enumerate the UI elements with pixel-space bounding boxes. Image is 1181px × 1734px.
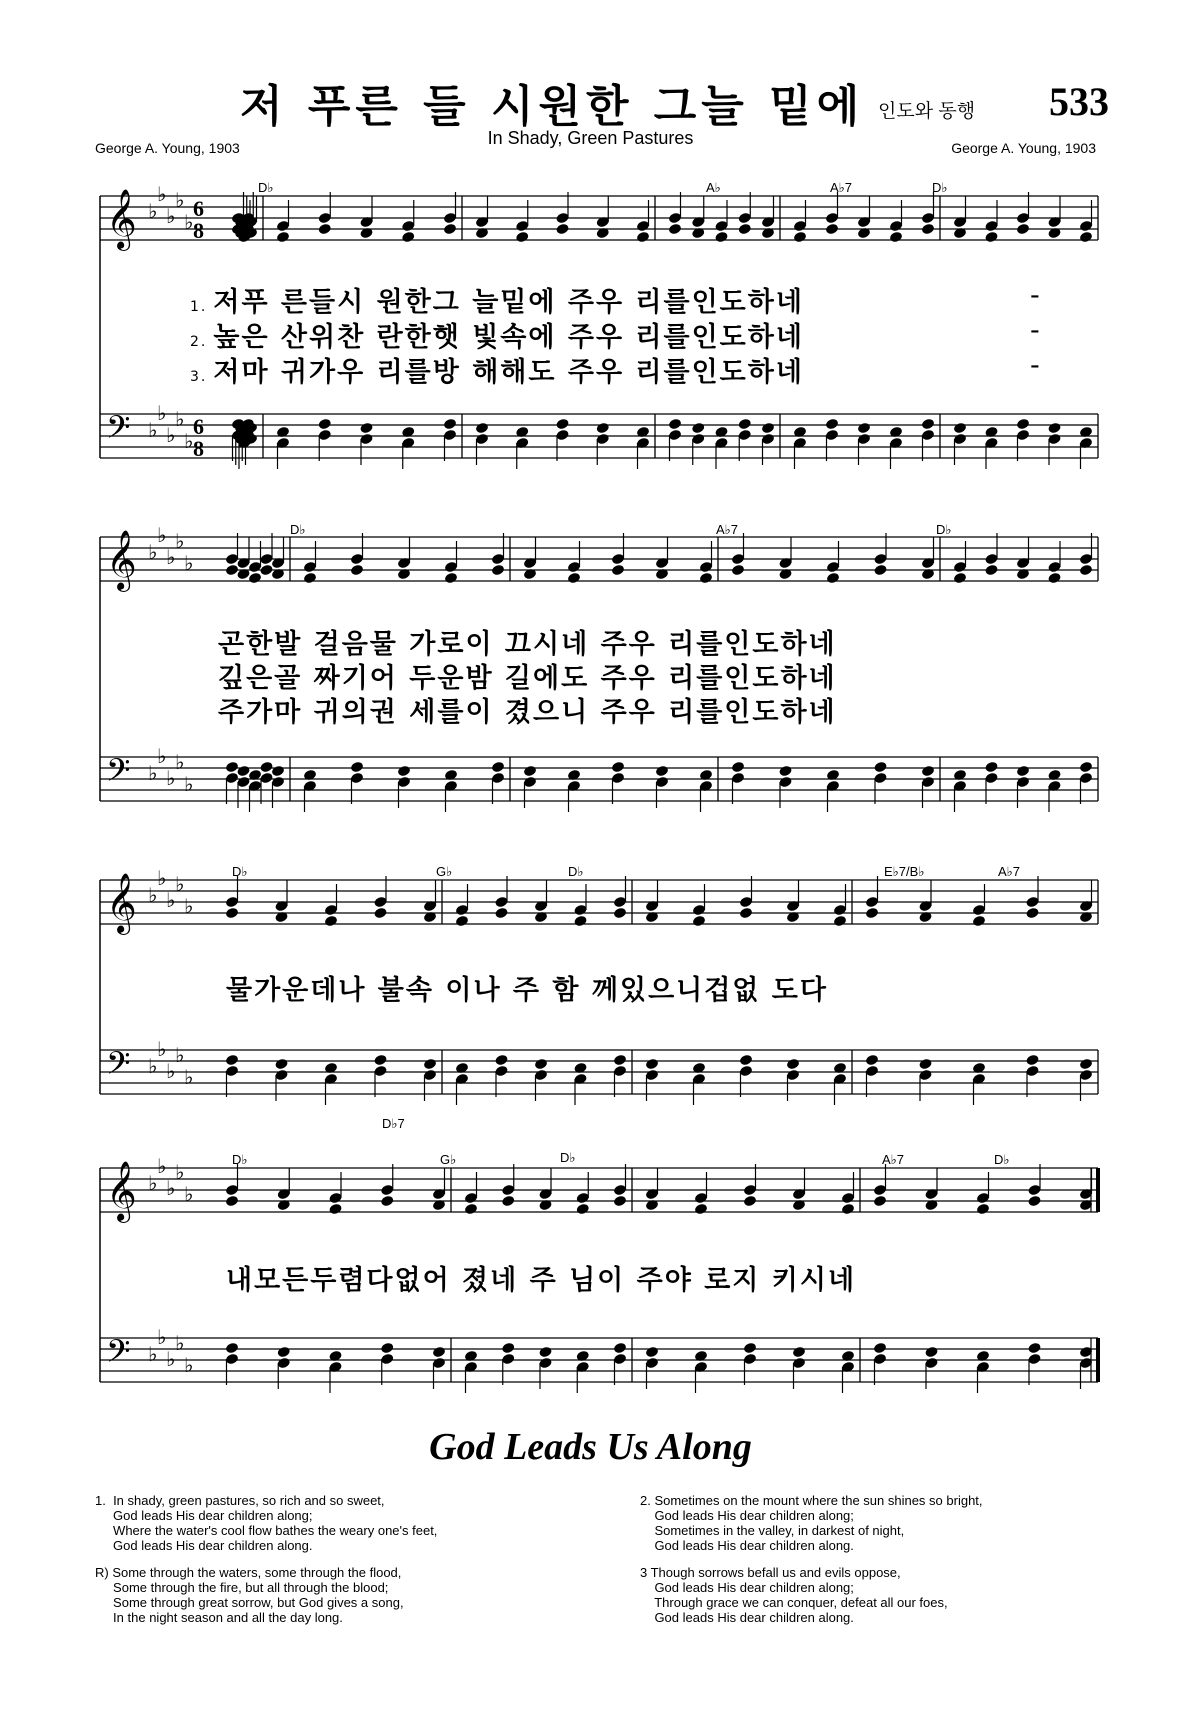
flat-icon: ♭ [184, 429, 194, 453]
note-head [833, 915, 847, 928]
flat-icon: ♭ [148, 540, 158, 564]
chord-symbol: A♭7 [716, 522, 739, 537]
lyric-line: 내모든두렴다없어 졌네 주 님이 주야 로지 키시네 [226, 1265, 857, 1296]
hymn-category: 인도와 동행 [878, 101, 976, 122]
chord-symbol: A♭ [706, 180, 721, 195]
note-head [318, 418, 332, 431]
bass-clef-icon: 𝄢 [106, 409, 131, 453]
note-head [825, 418, 839, 431]
note-head [1079, 231, 1093, 244]
note-head [464, 1203, 478, 1216]
note-head [567, 572, 581, 585]
note-head [259, 564, 273, 577]
flat-icon: ♭ [157, 1325, 167, 1349]
note-head [576, 1203, 590, 1216]
note-head [739, 907, 753, 920]
chord-symbol: D♭ [994, 1152, 1010, 1167]
lyric-line: 깊은골 짜기어 두운밤 길에도 주우 리를인도하네 [218, 663, 837, 694]
note-head [555, 223, 569, 236]
chord-symbol: D♭ [290, 522, 306, 537]
bass-clef-icon: 𝄢 [106, 752, 131, 796]
chord-symbol: D♭7 [382, 1116, 405, 1131]
flat-icon: ♭ [184, 894, 194, 918]
chord-symbol: G♭ [440, 1152, 457, 1167]
note-head [491, 564, 505, 577]
chord-symbol: D♭ [936, 522, 952, 537]
note-head [826, 572, 840, 585]
note-head [274, 1058, 288, 1071]
note-head [743, 1195, 757, 1208]
note-head [271, 765, 285, 778]
note-head [494, 907, 508, 920]
lyric-hyphen: - [1030, 315, 1042, 346]
note-head [455, 915, 469, 928]
english-title: God Leads Us Along [429, 1426, 752, 1468]
note-head [1025, 907, 1039, 920]
chord-symbol: D♭ [568, 864, 584, 879]
note-head [873, 1195, 887, 1208]
note-head [1079, 564, 1093, 577]
note-head [225, 907, 239, 920]
flat-icon: ♭ [175, 872, 185, 896]
note-head [739, 1054, 753, 1067]
note-head [792, 1346, 806, 1359]
flat-icon: ♭ [166, 1059, 176, 1083]
note-head [350, 564, 364, 577]
note-head [501, 1195, 515, 1208]
chord-symbol: D♭ [232, 864, 248, 879]
note-head [731, 564, 745, 577]
bass-clef-icon: 𝄢 [106, 1333, 131, 1377]
hymn-number: 533 [1049, 79, 1109, 124]
chord-symbol: D♭ [232, 1152, 248, 1167]
time-signature: 8 [193, 436, 204, 461]
note-head [443, 418, 457, 431]
lyric-line: 2. 높은 산위찬 란한햇 빛속에 주우 리를인도하네 [190, 322, 804, 353]
note-head [277, 1346, 291, 1359]
note-head [225, 1342, 239, 1355]
note-head [373, 1054, 387, 1067]
note-head [401, 231, 415, 244]
credit-right: George A. Young, 1903 [951, 140, 1096, 156]
note-head [613, 1054, 627, 1067]
note-head [873, 564, 887, 577]
note-head [738, 418, 752, 431]
flat-icon: ♭ [166, 1347, 176, 1371]
note-head [743, 1342, 757, 1355]
note-head [444, 572, 458, 585]
english-stanza: 2. Sometimes on the mount where the sun shines so bright, God leads His dear children along; Sometimes in the valley, in darkest of night, God leads His dear children along. [640, 1493, 983, 1553]
flat-icon: ♭ [166, 766, 176, 790]
english-stanza: 3 Though sorrows befall us and evils oppose, God leads His dear children along; Through grace we can conquer, defeat all our foes, God leads His dear children along. [640, 1565, 948, 1625]
note-head [259, 761, 273, 774]
note-head [523, 765, 537, 778]
note-head [555, 418, 569, 431]
note-head [613, 1342, 627, 1355]
note-head [432, 1346, 446, 1359]
note-head [694, 1203, 708, 1216]
note-head [953, 422, 967, 435]
flat-icon: ♭ [148, 761, 158, 785]
note-head [793, 231, 807, 244]
flat-icon: ♭ [157, 523, 167, 547]
note-head [865, 1054, 879, 1067]
note-head [1079, 1058, 1093, 1071]
note-head [573, 915, 587, 928]
note-head [668, 418, 682, 431]
note-head [972, 915, 986, 928]
note-head [397, 765, 411, 778]
lyric-line: 3. 저마 귀가우 리를방 해해도 주우 리를인도하네 [190, 357, 804, 388]
note-head [613, 1195, 627, 1208]
flat-icon: ♭ [175, 750, 185, 774]
flat-icon: ♭ [175, 1043, 185, 1067]
note-head [534, 1058, 548, 1071]
flat-icon: ♭ [148, 418, 158, 442]
note-head [494, 1054, 508, 1067]
lyric-line: 물가운데나 불속 이나 주 함 께있으니겁없 도다 [226, 975, 828, 1006]
flat-icon: ♭ [148, 1054, 158, 1078]
note-head [225, 1195, 239, 1208]
note-head [475, 422, 489, 435]
note-head [924, 1346, 938, 1359]
note-head [328, 1203, 342, 1216]
note-head [786, 1058, 800, 1071]
note-head [1016, 418, 1030, 431]
treble-clef-icon: 𝄞 [106, 1161, 137, 1221]
chord-symbol: A♭7 [882, 1152, 905, 1167]
note-head [380, 1195, 394, 1208]
note-head [1079, 761, 1093, 774]
flat-icon: ♭ [157, 866, 167, 890]
flat-icon: ♭ [148, 883, 158, 907]
note-head [380, 1342, 394, 1355]
note-head [318, 223, 332, 236]
english-subtitle: In Shady, Green Pastures [487, 128, 694, 148]
note-head [692, 915, 706, 928]
note-head [491, 761, 505, 774]
lyric-line: 1. 저푸 른들시 원한그 늘밑에 주우 리를인도하네 [190, 287, 804, 318]
note-head [225, 564, 239, 577]
note-head [738, 223, 752, 236]
lyric-hyphen: - [1030, 280, 1042, 311]
flat-icon: ♭ [166, 888, 176, 912]
credit-left: George A. Young, 1903 [95, 140, 240, 156]
time-signature: 6 [193, 196, 204, 221]
note-head [443, 223, 457, 236]
note-head [778, 765, 792, 778]
note-head [1027, 1342, 1041, 1355]
note-head [873, 761, 887, 774]
note-head [699, 572, 713, 585]
note-head [225, 1054, 239, 1067]
chord-symbol: D♭ [932, 180, 948, 195]
note-head [501, 1342, 515, 1355]
note-head [1047, 422, 1061, 435]
treble-clef-icon: 𝄞 [106, 873, 137, 933]
chord-symbol: G♭ [436, 864, 453, 879]
lyric-hyphen: - [1030, 350, 1042, 381]
bass-clef-icon: 𝄢 [106, 1045, 131, 1089]
note-head [324, 915, 338, 928]
flat-icon: ♭ [157, 1037, 167, 1061]
note-head [613, 907, 627, 920]
treble-clef-icon: 𝄞 [106, 189, 137, 249]
note-head [225, 761, 239, 774]
flat-icon: ♭ [175, 1160, 185, 1184]
note-head [841, 1203, 855, 1216]
note-head [236, 765, 250, 778]
note-head [1047, 572, 1061, 585]
note-head [645, 1058, 659, 1071]
flat-icon: ♭ [166, 204, 176, 228]
flat-icon: ♭ [166, 1176, 176, 1200]
note-head [691, 422, 705, 435]
note-head [596, 422, 610, 435]
flat-icon: ♭ [175, 407, 185, 431]
note-head [515, 231, 529, 244]
lyric-line: 곤한발 걸음물 가로이 끄시네 주우 리를인도하네 [218, 629, 837, 660]
note-head [889, 231, 903, 244]
note-head [373, 907, 387, 920]
chord-symbol: D♭ [560, 1150, 576, 1165]
flat-icon: ♭ [175, 1331, 185, 1355]
flat-icon: ♭ [184, 772, 194, 796]
note-head [953, 572, 967, 585]
flat-icon: ♭ [148, 1342, 158, 1366]
flat-icon: ♭ [157, 1154, 167, 1178]
flat-icon: ♭ [175, 529, 185, 553]
note-head [276, 231, 290, 244]
note-head [921, 223, 935, 236]
flat-icon: ♭ [184, 1065, 194, 1089]
note-head [918, 1058, 932, 1071]
note-head [303, 572, 317, 585]
chord-symbol: E♭7/B♭ [884, 864, 925, 879]
note-head [1027, 1195, 1041, 1208]
note-head [984, 564, 998, 577]
lyric-line: 주가마 귀의권 세를이 겼으니 주우 리를인도하네 [218, 697, 837, 728]
english-stanza: R) Some through the waters, some through the flood, Some through the fire, but all through the blood; Some through great sorrow, but God gives a song, In the night season and all the day long. [95, 1565, 404, 1625]
note-head [655, 765, 669, 778]
note-head [423, 1058, 437, 1071]
flat-icon: ♭ [184, 1353, 194, 1377]
note-head [538, 1346, 552, 1359]
note-head [714, 231, 728, 244]
note-head [668, 223, 682, 236]
flat-icon: ♭ [175, 188, 185, 212]
treble-clef-icon: 𝄞 [106, 530, 137, 590]
note-head [350, 761, 364, 774]
note-head [1016, 765, 1030, 778]
note-head [1025, 1054, 1039, 1067]
time-signature: 6 [193, 414, 204, 439]
note-head [873, 1342, 887, 1355]
chord-symbol: D♭ [258, 180, 274, 195]
flat-icon: ♭ [148, 199, 158, 223]
time-signature: 8 [193, 218, 204, 243]
note-head [1016, 223, 1030, 236]
note-head [636, 231, 650, 244]
note-head [611, 564, 625, 577]
chord-symbol: A♭7 [830, 180, 853, 195]
flat-icon: ♭ [184, 210, 194, 234]
flat-icon: ♭ [157, 182, 167, 206]
chord-symbol: A♭7 [998, 864, 1021, 879]
note-head [984, 761, 998, 774]
note-head [921, 418, 935, 431]
title-ko: 저 푸른 들 시원한 그늘 밑에 [240, 81, 865, 132]
note-head [248, 572, 262, 585]
note-head [865, 907, 879, 920]
english-stanza: 1. In shady, green pastures, so rich and so sweet, God leads His dear children along; Where the water's cool flow bathes the weary one's feet, God leads His dear children along. [95, 1493, 438, 1553]
note-head [731, 761, 745, 774]
flat-icon: ♭ [157, 401, 167, 425]
note-head [825, 223, 839, 236]
note-head [359, 422, 373, 435]
note-head [761, 422, 775, 435]
note-head [857, 422, 871, 435]
note-head [976, 1203, 990, 1216]
flat-icon: ♭ [148, 1171, 158, 1195]
note-head [921, 765, 935, 778]
flat-icon: ♭ [166, 423, 176, 447]
flat-icon: ♭ [184, 551, 194, 575]
note-head [645, 1346, 659, 1359]
note-head [984, 231, 998, 244]
flat-icon: ♭ [184, 1182, 194, 1206]
flat-icon: ♭ [157, 744, 167, 768]
note-head [611, 761, 625, 774]
flat-icon: ♭ [166, 545, 176, 569]
